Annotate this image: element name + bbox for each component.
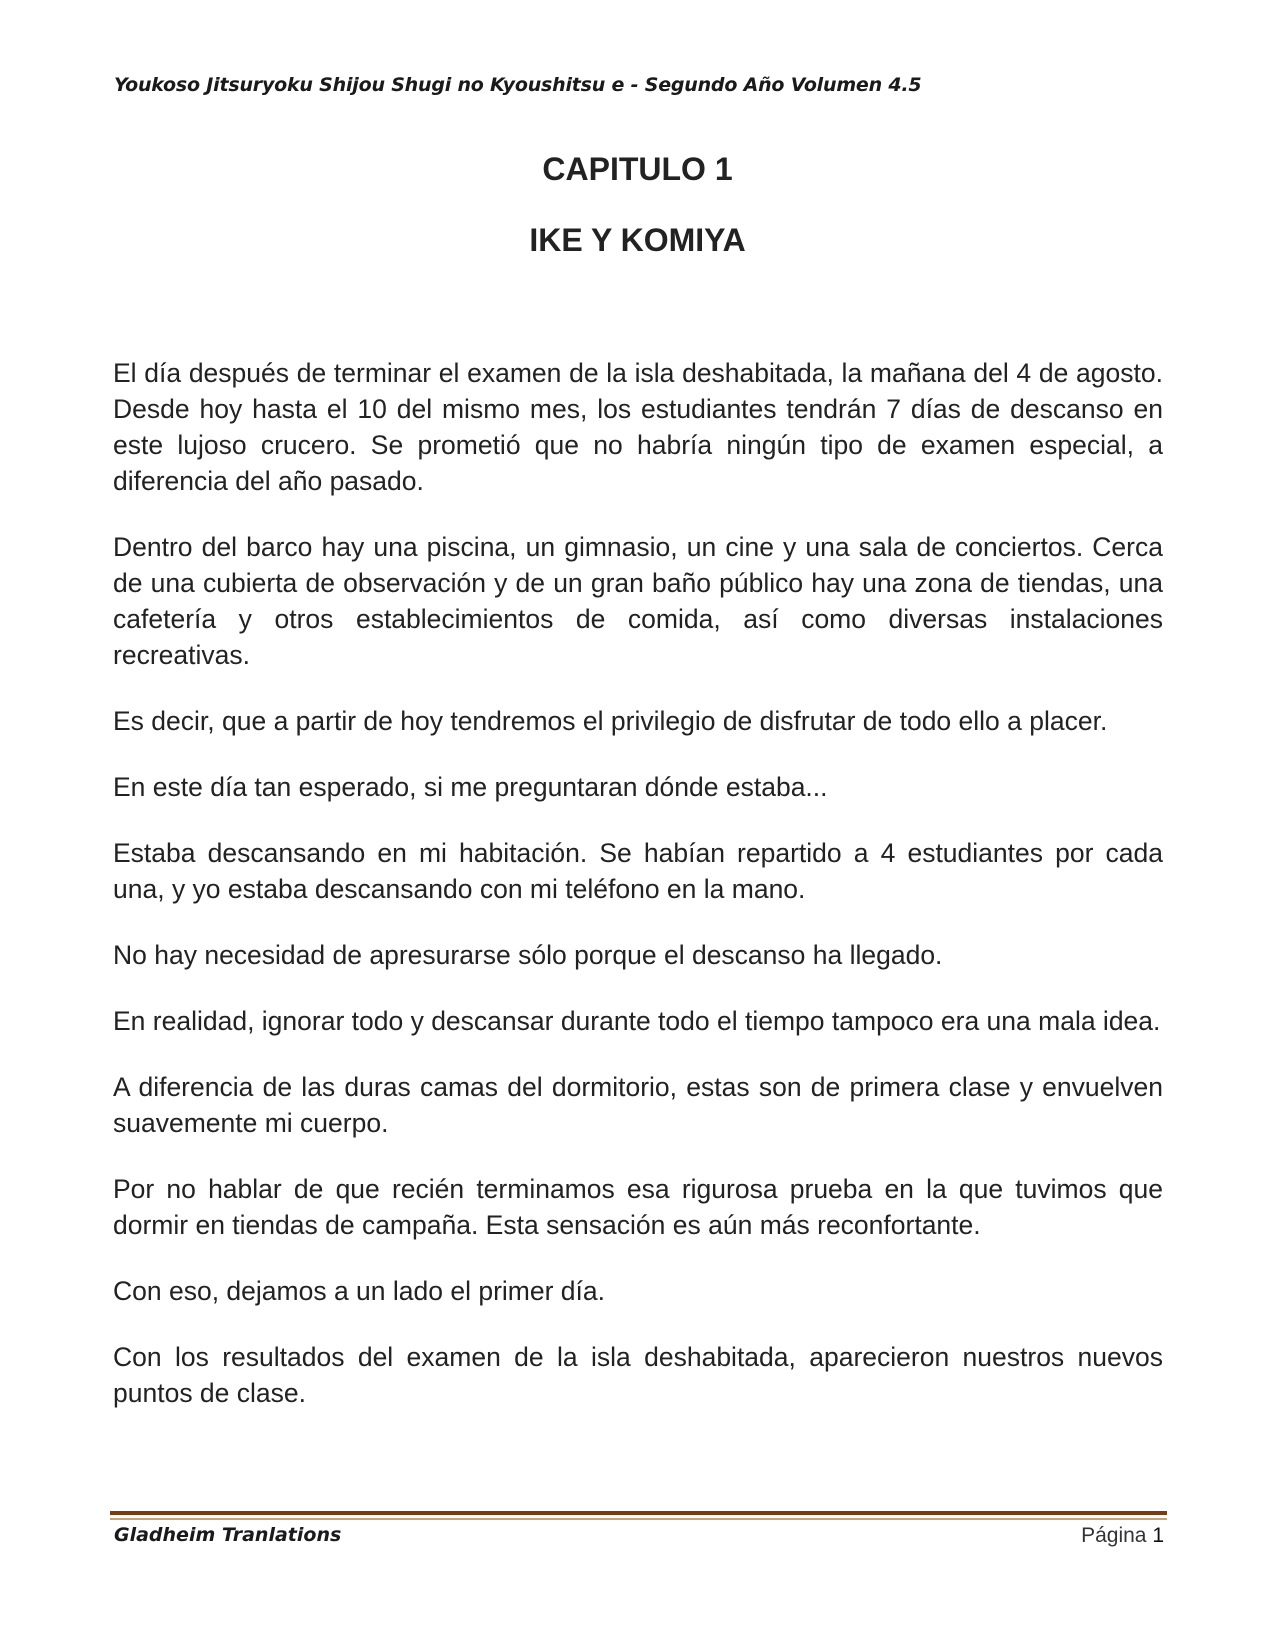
page-number: 1	[1152, 1524, 1164, 1547]
footer-credit: Gladheim Tranlations	[114, 1524, 342, 1546]
paragraph: En realidad, ignorar todo y descansar durante todo el tiempo tampoco era una mala idea.	[113, 1006, 1161, 1036]
paragraph: Por no hablar de que recién terminamos esa rigurosa prueba en la que tuvimos que dormir en tiendas de campaña. Esta sensación es aún más reconfortante.	[113, 1174, 1163, 1240]
footer-divider-accent	[110, 1518, 1167, 1520]
running-header: Youkoso Jitsuryoku Shijou Shugi no Kyoushitsu e - Segundo Año Volumen 4.5	[114, 74, 922, 96]
paragraph: A diferencia de las duras camas del dormitorio, estas son de primera clase y envuelven suavemente mi cuerpo.	[113, 1072, 1163, 1138]
chapter-title: IKE Y KOMIYA	[529, 222, 746, 258]
paragraph: Estaba descansando en mi habitación. Se habían repartido a 4 estudiantes por cada una, y yo estaba descansando con mi teléfono en la mano.	[113, 838, 1163, 904]
paragraph: Dentro del barco hay una piscina, un gimnasio, un cine y una sala de conciertos. Cerca de una cubierta de observación y de un gran baño público hay una zona de tiendas, una cafetería y otros establecimientos de comida, así como diversas instalaciones recreativas.	[113, 532, 1163, 670]
page-indicator	[1081, 1524, 1164, 1548]
paragraph: Con los resultados del examen de la isla deshabitada, aparecieron nuestros nuevos puntos de clase.	[113, 1342, 1163, 1408]
paragraph: En este día tan esperado, si me preguntaran dónde estaba...	[113, 772, 828, 802]
footer-divider	[110, 1511, 1167, 1515]
paragraph: El día después de terminar el examen de la isla deshabitada, la mañana del 4 de agosto. Desde hoy hasta el 10 del mismo mes, los estudiantes tendrán 7 días de descanso en este lujoso crucero. Se prometió que no habría ningún tipo de examen especial, a diferencia del año pasado.	[113, 358, 1163, 496]
body-text	[113, 355, 1163, 1441]
paragraph: Es decir, que a partir de hoy tendremos el privilegio de disfrutar de todo ello a placer.	[113, 706, 1108, 736]
page-label: Página	[1081, 1524, 1147, 1547]
paragraph: No hay necesidad de apresurarse sólo porque el descanso ha llegado.	[113, 940, 943, 970]
paragraph: Con eso, dejamos a un lado el primer día.	[113, 1276, 605, 1306]
chapter-number: CAPITULO 1	[542, 151, 733, 187]
